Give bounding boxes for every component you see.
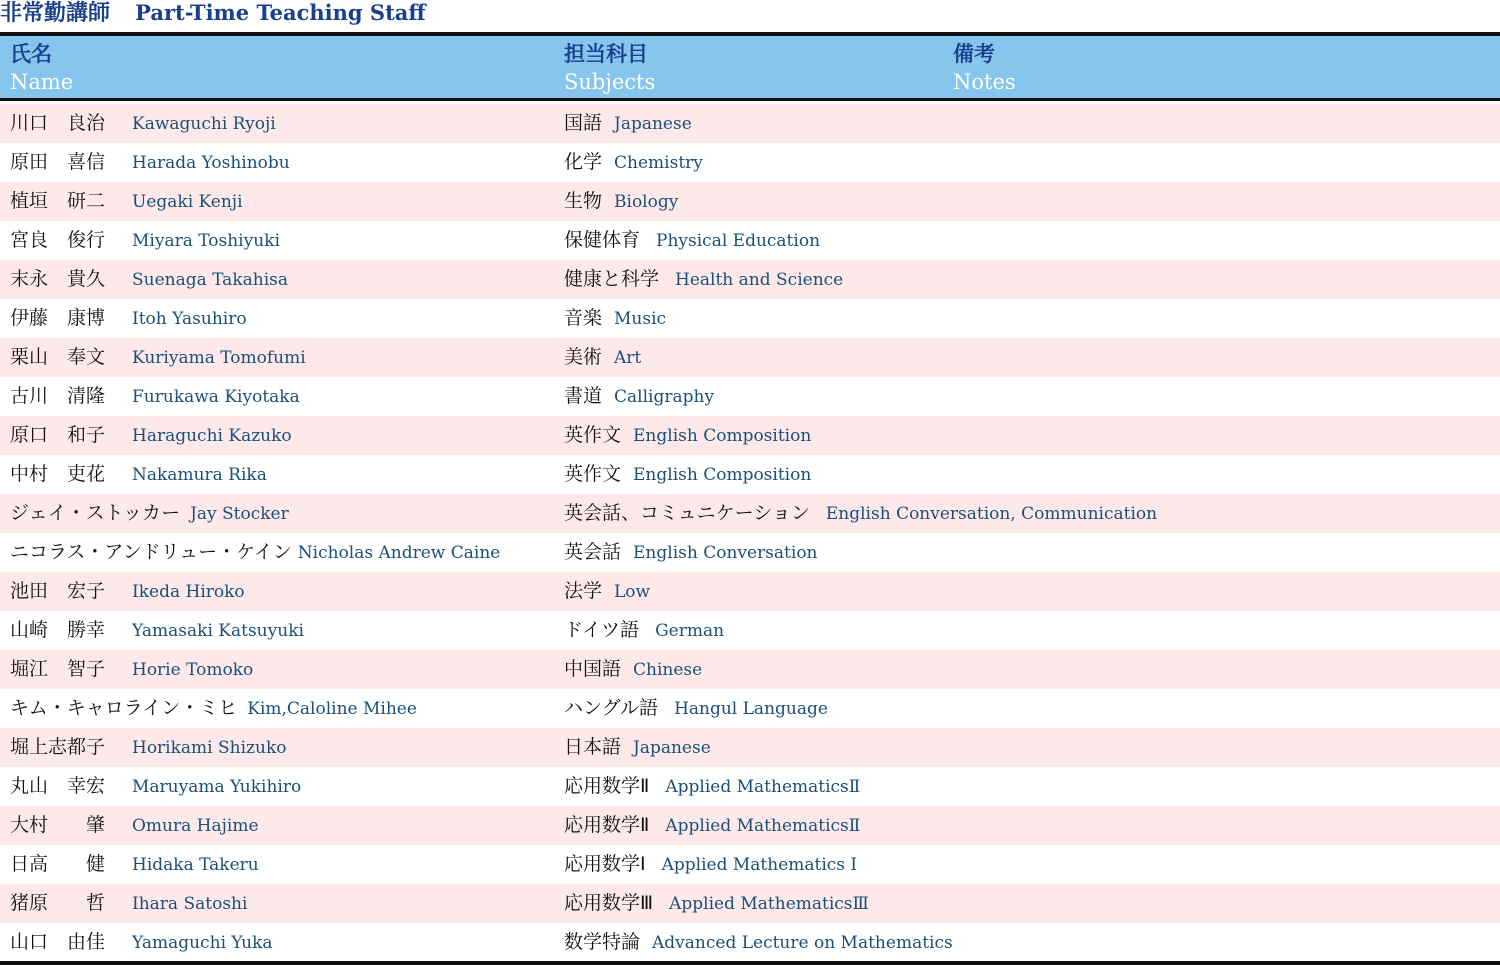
subject-cell (564, 338, 641, 377)
name-cell (10, 845, 259, 884)
name-en: Nakamura Rika (132, 465, 267, 485)
subject-cell (564, 221, 820, 260)
table-row (0, 494, 1500, 533)
name-jp: 宮良 俊行 (10, 229, 106, 251)
bottom-rule (0, 961, 1500, 965)
name-cell (10, 689, 417, 728)
subject-en: Art (614, 348, 642, 368)
name-jp: キム・キャロライン・ミヒ (10, 697, 238, 719)
table-row (0, 728, 1500, 767)
table-row (0, 182, 1500, 221)
subject-cell (564, 377, 714, 416)
subject-cell (564, 182, 678, 221)
table-row (0, 299, 1500, 338)
name-en: Kuriyama Tomofumi (132, 348, 306, 368)
name-jp: 川口 良治 (10, 112, 106, 134)
header-rule (0, 98, 1500, 101)
table-row (0, 611, 1500, 650)
name-cell (10, 221, 280, 260)
subject-cell (564, 923, 953, 962)
subject-jp: 中国語 (564, 658, 622, 680)
subject-en: English Composition (633, 465, 812, 485)
subject-cell (564, 533, 818, 572)
name-en: Ikeda Hiroko (132, 582, 245, 602)
name-en: Hidaka Takeru (132, 855, 259, 875)
subject-jp: 生物 (564, 190, 603, 212)
subject-cell (564, 689, 828, 728)
subject-cell (564, 104, 692, 143)
table-row (0, 806, 1500, 845)
name-en: Horikami Shizuko (132, 738, 287, 758)
name-jp: 原田 喜信 (10, 151, 106, 173)
name-cell (10, 143, 290, 182)
name-en: Jay Stocker (190, 504, 289, 524)
subject-jp: ハングル語 (564, 697, 659, 719)
table-row (0, 416, 1500, 455)
subject-jp: 健康と科学 (564, 268, 660, 290)
table-row (0, 689, 1500, 728)
header-subjects (564, 40, 655, 96)
name-cell (10, 182, 243, 221)
subject-en: Calligraphy (614, 387, 715, 407)
name-cell (10, 806, 259, 845)
page-title-jp: 非常勤講師 (0, 1, 111, 26)
subject-jp: 音楽 (564, 307, 603, 329)
subject-jp: 日本語 (564, 736, 622, 758)
table-row (0, 221, 1500, 260)
name-cell (10, 455, 267, 494)
name-en: Miyara Toshiyuki (132, 231, 280, 251)
name-jp: 丸山 幸宏 (10, 775, 106, 797)
subject-cell (564, 845, 857, 884)
name-jp: 堀上志都子 (10, 736, 106, 758)
name-cell (10, 650, 253, 689)
name-jp: 堀江 智子 (10, 658, 106, 680)
name-jp: 伊藤 康博 (10, 307, 106, 329)
subject-jp: 英会話、コミュニケーション (564, 502, 810, 524)
subject-en: Health and Science (675, 270, 844, 290)
subject-jp: 応用数学Ⅲ (564, 892, 654, 914)
subject-jp: ドイツ語 (564, 619, 640, 641)
subject-jp: 応用数学Ⅱ (564, 814, 650, 836)
subject-jp: 化学 (564, 151, 603, 173)
table-row (0, 572, 1500, 611)
name-en: Yamasaki Katsuyuki (132, 621, 304, 641)
header-name (10, 40, 73, 96)
subject-cell (564, 260, 843, 299)
subject-en: Applied MathematicsⅢ (669, 894, 869, 914)
subject-jp: 英作文 (564, 424, 622, 446)
table-row (0, 455, 1500, 494)
name-en: Horie Tomoko (132, 660, 254, 680)
page-title-en: Part-Time Teaching Staff (135, 0, 426, 25)
subject-cell (564, 143, 703, 182)
name-en: Omura Hajime (132, 816, 259, 836)
subject-en: Music (614, 309, 667, 329)
name-en: Suenaga Takahisa (132, 270, 288, 290)
subject-jp: 数学特論 (564, 931, 641, 953)
name-en: Haraguchi Kazuko (132, 426, 292, 446)
name-jp: 中村 吏花 (10, 463, 106, 485)
subject-en: Low (614, 582, 651, 602)
subject-jp: 書道 (564, 385, 603, 407)
name-cell (10, 572, 245, 611)
name-cell (10, 728, 287, 767)
table-row (0, 923, 1500, 962)
header-notes-en: Notes (953, 70, 1016, 94)
subject-en: German (655, 621, 725, 641)
subject-en: Applied Mathematics Ⅰ (661, 855, 858, 875)
subject-jp: 国語 (564, 112, 603, 134)
subject-en: Chinese (633, 660, 703, 680)
name-en: Uegaki Kenji (132, 192, 243, 212)
header-name-en: Name (10, 70, 74, 94)
name-jp: ニコラス・アンドリュー・ケイン (10, 541, 292, 563)
subject-en: Chemistry (614, 153, 703, 173)
name-jp: 山口 由佳 (10, 931, 106, 953)
subject-en: English Conversation (633, 543, 818, 563)
subject-cell (564, 455, 811, 494)
name-jp: ジェイ・ストッカー (10, 502, 181, 524)
name-cell (10, 494, 289, 533)
subject-cell (564, 728, 711, 767)
header-name-jp: 氏名 (10, 42, 52, 66)
table-row (0, 260, 1500, 299)
name-en: Nicholas Andrew Caine (297, 543, 501, 563)
staff-table-body (0, 104, 1500, 962)
name-en: Kawaguchi Ryoji (132, 114, 276, 134)
header-notes (953, 40, 1016, 96)
subject-cell (564, 767, 860, 806)
name-jp: 原口 和子 (10, 424, 106, 446)
subject-en: Applied MathematicsⅡ (665, 777, 861, 797)
name-jp: 古川 清隆 (10, 385, 106, 407)
subject-jp: 保健体育 (564, 229, 641, 251)
name-jp: 池田 宏子 (10, 580, 106, 602)
name-cell (10, 377, 300, 416)
name-cell (10, 923, 273, 962)
name-en: Ihara Satoshi (132, 894, 248, 914)
name-en: Yamaguchi Yuka (132, 933, 273, 953)
subject-en: Hangul Language (674, 699, 828, 719)
subject-cell (564, 572, 650, 611)
table-row (0, 767, 1500, 806)
table-row (0, 845, 1500, 884)
name-en: Harada Yoshinobu (132, 153, 290, 173)
name-jp: 大村 肇 (10, 814, 106, 836)
name-jp: 猪原 哲 (10, 892, 106, 914)
name-en: Kim,Caloline Mihee (247, 699, 417, 719)
table-row (0, 104, 1500, 143)
table-header (0, 36, 1500, 98)
subject-cell (564, 299, 666, 338)
subject-cell (564, 494, 1157, 533)
name-jp: 日高 健 (10, 853, 106, 875)
name-en: Itoh Yasuhiro (132, 309, 247, 329)
subject-jp: 英会話 (564, 541, 622, 563)
subject-jp: 応用数学Ⅰ (564, 853, 646, 875)
name-jp: 栗山 奉文 (10, 346, 106, 368)
subject-en: Japanese (633, 738, 711, 758)
table-row (0, 143, 1500, 182)
table-row (0, 650, 1500, 689)
name-cell (10, 884, 247, 923)
subject-jp: 応用数学Ⅱ (564, 775, 650, 797)
subject-en: Applied MathematicsⅡ (665, 816, 861, 836)
subject-cell (564, 611, 724, 650)
table-row (0, 533, 1500, 572)
name-jp: 植垣 研二 (10, 190, 106, 212)
name-cell (10, 416, 292, 455)
subject-cell (564, 884, 869, 923)
subject-jp: 美術 (564, 346, 603, 368)
name-jp: 山崎 勝幸 (10, 619, 106, 641)
name-cell (10, 533, 500, 572)
subject-en: Advanced Lecture on Mathematics (652, 933, 953, 953)
subject-cell (564, 416, 811, 455)
name-cell (10, 104, 276, 143)
subject-en: English Conversation, Communication (825, 504, 1158, 524)
subject-cell (564, 650, 702, 689)
name-cell (10, 299, 247, 338)
subject-en: English Composition (633, 426, 812, 446)
header-subjects-en: Subjects (564, 70, 656, 94)
name-cell (10, 611, 304, 650)
subject-jp: 英作文 (564, 463, 622, 485)
name-cell (10, 767, 301, 806)
page-title (0, 0, 426, 32)
subject-en: Physical Education (656, 231, 821, 251)
table-row (0, 377, 1500, 416)
name-cell (10, 260, 288, 299)
header-notes-jp: 備考 (953, 42, 995, 66)
table-row (0, 884, 1500, 923)
name-en: Furukawa Kiyotaka (132, 387, 300, 407)
header-subjects-jp: 担当科目 (564, 42, 648, 66)
subject-en: Japanese (614, 114, 692, 134)
subject-en: Biology (614, 192, 679, 212)
subject-cell (564, 806, 860, 845)
subject-jp: 法学 (564, 580, 603, 602)
name-jp: 末永 貴久 (10, 268, 106, 290)
name-en: Maruyama Yukihiro (132, 777, 302, 797)
name-cell (10, 338, 306, 377)
table-row (0, 338, 1500, 377)
